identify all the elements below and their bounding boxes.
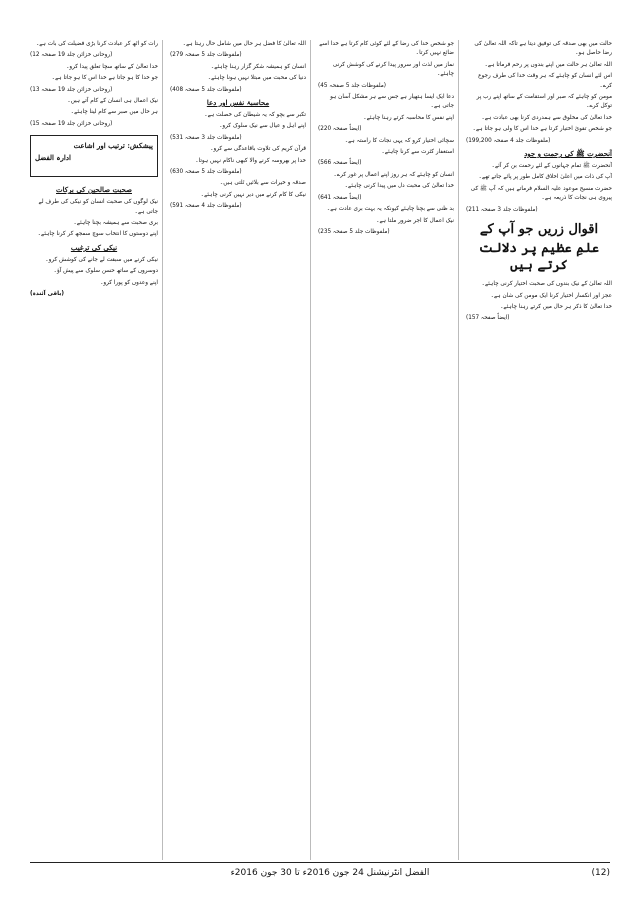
big-heading-line2: علمِ عظیم پر دلالت کرتے ہیں <box>478 241 600 274</box>
paragraph: اپنے اہل و عیال سے نیک سلوک کرو۔ <box>219 123 306 130</box>
paragraph: حضرت مسیح موعود علیہ السلام فرماتے ہیں کہ آپ ﷺ کی پیروی ہی نجات کا ذریعہ ہے۔ <box>470 185 612 202</box>
reference: (روحانی خزائن جلد 19 صفحہ 13) <box>30 86 113 93</box>
continued-label: (باقی آئندہ) <box>30 291 64 298</box>
paragraph: قرآن کریم کی تلاوت باقاعدگی سے کرو۔ <box>210 146 306 153</box>
paragraph: نیک اعمال ہی انسان کے کام آتے ہیں۔ <box>67 98 158 105</box>
reference: (روحانی خزائن جلد 19 صفحہ 15) <box>30 120 113 127</box>
paragraph: دنیا کی محبت میں مبتلا نہیں ہونا چاہئے۔ <box>207 75 306 82</box>
reference: (ایضاً صفحہ 157) <box>466 315 510 322</box>
paragraph: مومن کو چاہئے کہ صبر اور استقامت کے ساتھ اپنے رب پر توکل کرے۔ <box>476 94 612 110</box>
reference: (ملفوظات جلد 5 صفحہ 45) <box>318 82 387 89</box>
reference: (ملفوظات جلد 3 صفحہ 211) <box>466 206 538 213</box>
paragraph: استغفار کثرت سے کرنا چاہئے۔ <box>381 149 454 156</box>
reference: (ملفوظات جلد 4 صفحہ 591) <box>170 203 242 210</box>
paragraph: اللہ تعالیٰ کا فضل ہر حال میں شامل حال رہتا ہے۔ <box>182 41 306 47</box>
reference: (ایضاً صفحہ 566) <box>318 160 362 167</box>
reference: (روحانی خزائن جلد 19 صفحہ 12) <box>30 52 113 59</box>
paragraph: اپنے وعدوں کو پورا کرو۔ <box>100 279 158 286</box>
date-line: الفضل انٹرنیشنل 24 جون 2016ء تا 30 جون 2016ء <box>230 868 430 878</box>
big-heading: اقوال زریں جو آپ کے <box>479 222 599 238</box>
paragraph: خدا تعالیٰ کا ذکر ہر حال میں کرتے رہنا چاہئے۔ <box>500 303 612 310</box>
page-number: (12) <box>591 868 610 878</box>
paragraph: حالت میں بھی صدقہ کی توفیق دیتا ہے تاکہ اللہ تعالیٰ کی رضا حاصل ہو۔ <box>474 41 612 57</box>
paragraph: انسان کو چاہئے کہ ہر روز اپنے اعمال پر غور کرے۔ <box>333 171 454 178</box>
column-3 <box>170 40 306 860</box>
paragraph: ہر حال میں صبر سے کام لینا چاہئے۔ <box>70 109 158 116</box>
section-heading: صحبتِ صالحین کی برکات <box>56 185 132 195</box>
paragraph: اللہ تعالیٰ کے نیک بندوں کی صحبت اختیار کرنی چاہئے۔ <box>481 281 612 288</box>
column-4 <box>30 40 158 860</box>
box-line: ادارہ الفضل <box>35 153 71 163</box>
column-divider <box>162 40 163 860</box>
paragraph: اپنے نفس کا محاسبہ کرتے رہنا چاہئے۔ <box>363 114 454 121</box>
paragraph: صدقہ و خیرات سے بلائیں ٹلتی ہیں۔ <box>219 180 306 187</box>
paragraph: آنحضرت ﷺ تمام جہانوں کے لئے رحمت بن کر آئے۔ <box>491 163 612 170</box>
paragraph: نیک لوگوں کی صحبت انسان کو نیکی کی طرف لے جاتی ہے۔ <box>38 199 158 215</box>
reference: (ملفوظات جلد 5 صفحہ 279) <box>170 52 242 59</box>
paragraph: بری صحبت سے ہمیشہ بچنا چاہئے۔ <box>73 220 158 227</box>
paragraph: اپنے دوستوں کا انتخاب سوچ سمجھ کر کرنا چاہئے۔ <box>37 231 158 238</box>
paragraph: خدا پر بھروسہ کرنے والا کبھی ناکام نہیں ہوتا۔ <box>195 157 306 164</box>
paragraph: نیکی کرنے میں سبقت لے جانے کی کوشش کرو۔ <box>45 256 158 263</box>
footer-rule <box>30 862 610 863</box>
reference: (ملفوظات جلد 5 صفحہ 235) <box>318 228 390 235</box>
section-heading: محاسبۂ نفس اور دعا <box>206 98 270 108</box>
paragraph: اس لئے انسان کو چاہئے کہ ہر وقت خدا کی طرف رجوع کرے۔ <box>478 73 612 89</box>
paragraph: جو خدا کا ہو جاتا ہے خدا اس کا ہو جاتا ہے۔ <box>51 75 158 82</box>
column-1 <box>466 40 612 860</box>
paragraph: خدا تعالیٰ کی محبت دل میں پیدا کرنی چاہئے۔ <box>344 183 454 190</box>
reference: (ملفوظات جلد 5 صفحہ 630) <box>170 169 242 176</box>
publisher-box <box>30 135 158 177</box>
paragraph: تکبر سے بچو کہ یہ شیطان کی خصلت ہے۔ <box>204 112 306 119</box>
paragraph: نیک اعمال کا اجر ضرور ملتا ہے۔ <box>376 217 454 224</box>
reference: (ایضاً صفحہ 641) <box>318 194 362 201</box>
paragraph: اللہ تعالیٰ ہر حالت میں اپنے بندوں پر رحم فرماتا ہے۔ <box>484 61 612 68</box>
paragraph: انسان کو ہمیشہ شکر گزار رہنا چاہئے۔ <box>210 63 306 70</box>
footer <box>30 866 610 882</box>
paragraph: جو شخص تقویٰ اختیار کرتا ہے خدا اس کا ولی ہو جاتا ہے۔ <box>472 126 612 133</box>
paragraph: سچائی اختیار کرو کہ یہی نجات کا راستہ ہے۔ <box>344 137 454 144</box>
paragraph: نماز میں لذت اور سرور پیدا کرنے کی کوشش کرنی چاہئے۔ <box>332 61 454 78</box>
paragraph: بد ظنی سے بچنا چاہئے کیونکہ یہ بہت بری عادت ہے۔ <box>326 206 454 213</box>
paragraph: رات کو اٹھ کر عبادت کرنا بڑی فضیلت کی بات ہے۔ <box>35 41 158 47</box>
paragraph: دوسروں کے ساتھ حسن سلوک سے پیش آؤ۔ <box>53 268 158 275</box>
paragraph: آپ کی ذات میں اعلیٰ اخلاق کامل طور پر پائے جاتے تھے۔ <box>478 174 612 181</box>
reference: (ایضاً صفحہ 220) <box>318 126 362 133</box>
column-2 <box>318 40 454 860</box>
reference: (ملفوظات جلد 5 صفحہ 408) <box>170 86 242 93</box>
section-heading: آنحضرت ﷺ کی رحمت و جود <box>524 149 612 159</box>
column-divider <box>310 40 311 860</box>
paragraph: جو شخص خدا کی رضا کے لئے کوئی کام کرتا ہے خدا اسے ضائع نہیں کرتا۔ <box>319 41 454 57</box>
reference: (ملفوظات جلد 4 صفحہ 199,200) <box>466 137 551 144</box>
paragraph: خدا تعالیٰ کے ساتھ سچا تعلق پیدا کرو۔ <box>66 63 158 70</box>
paragraph: نیکی کا کام کرنے میں دیر نہیں کرنی چاہئے۔ <box>200 191 306 198</box>
section-heading: نیکی کی ترغیب <box>70 242 118 252</box>
reference: (ملفوظات جلد 3 صفحہ 531) <box>170 134 242 141</box>
paragraph: خدا تعالیٰ کی مخلوق سے ہمدردی کرنا بھی عبادت ہے۔ <box>481 114 612 121</box>
column-divider <box>458 40 459 860</box>
paragraph: عجز اور انکسار اختیار کرنا ایک مومن کی شان ہے۔ <box>490 292 612 299</box>
publisher-box-wrap <box>30 135 158 179</box>
paragraph: دعا ایک ایسا ہتھیار ہے جس سے ہر مشکل آسان ہو جاتی ہے۔ <box>330 94 454 110</box>
box-line: پیشکش: ترتیب اور اشاعت <box>73 141 153 151</box>
